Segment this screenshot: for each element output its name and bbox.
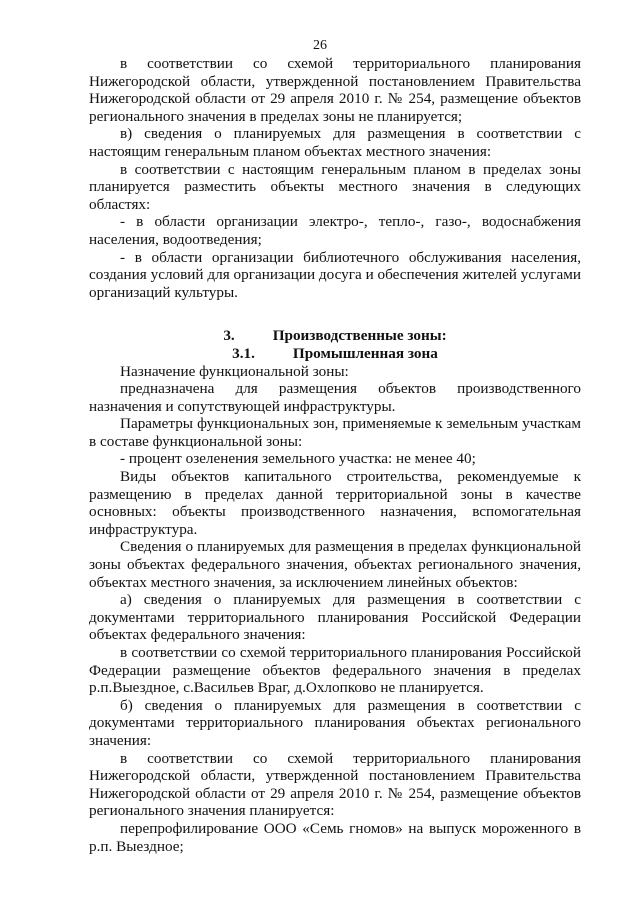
subsection-title: Промышленная зона	[292, 344, 438, 362]
paragraph: Параметры функциональных зон, применяемые к земельным участкам в составе функциональной зоны:	[89, 415, 581, 450]
section-number: 3.	[223, 327, 235, 345]
subsection-number: 3.1.	[232, 344, 255, 362]
section-title: Производственные зоны:	[272, 327, 447, 345]
paragraph: в) сведения о планируемых для размещения в соответствии с настоящим генеральным планом объектах местного значения:	[89, 125, 581, 160]
section-heading	[89, 327, 581, 345]
document-body	[89, 55, 581, 855]
paragraph: Сведения о планируемых для размещения в пределах функциональной зоны объектах федерального значения, объектах регионального значения, объектах местного значения, за исключением линейных объектов:	[89, 538, 581, 591]
paragraph: в соответствии со схемой территориального планирования Российской Федерации размещение объектов федерального значения в пределах р.п.Выездное, с.Васильев Враг, д.Охлопково не планируется.	[89, 644, 581, 697]
paragraph: в соответствии со схемой территориального планирования Нижегородской области, утвержденной постановлением Правительства Нижегородской области от 29 апреля 2010 г. № 254, размещение объектов регионального значения планируется:	[89, 749, 581, 820]
section-spacer	[89, 301, 581, 327]
paragraph: в соответствии со схемой территориального планирования Нижегородской области, утвержденной постановлением Правительства Нижегородской области от 29 апреля 2010 г. № 254, размещение объектов регионального значения в пределах зоны не планируется;	[89, 55, 581, 125]
paragraph: предназначена для размещения объектов производственного назначения и сопутствующей инфраструктуры.	[89, 380, 581, 415]
paragraph: Виды объектов капитального строительства, рекомендуемые к размещению в пределах данной территориальной зоны в качестве основных: объекты производственного назначения, вспомогательная инфраструктура.	[89, 468, 581, 538]
paragraph: - процент озеленения земельного участка: не менее 40;	[120, 450, 476, 468]
subsection-heading	[89, 345, 581, 363]
paragraph: перепрофилирование ООО «Семь гномов» на выпуск мороженного в р.п. Выездное;	[89, 819, 581, 855]
paragraph: а) сведения о планируемых для размещения в соответствии с документами территориального планирования Российской Федерации объектах федерального значения:	[89, 591, 581, 644]
paragraph: - в области организации библиотечного обслуживания населения, создания условий для организации досуга и обеспечения жителей услугами организаций культуры.	[89, 248, 581, 301]
paragraph: в соответствии с настоящим генеральным планом в пределах зоны планируется разместить объекты местного значения в следующих областях:	[89, 160, 581, 213]
paragraph: б) сведения о планируемых для размещения в соответствии с документами территориального планирования объектах регионального значения:	[89, 696, 581, 749]
page-number: 26	[313, 38, 327, 53]
paragraph: Назначение функциональной зоны:	[120, 362, 349, 380]
paragraph: - в области организации электро-, тепло-, газо-, водоснабжения населения, водоотведения;	[89, 213, 581, 248]
